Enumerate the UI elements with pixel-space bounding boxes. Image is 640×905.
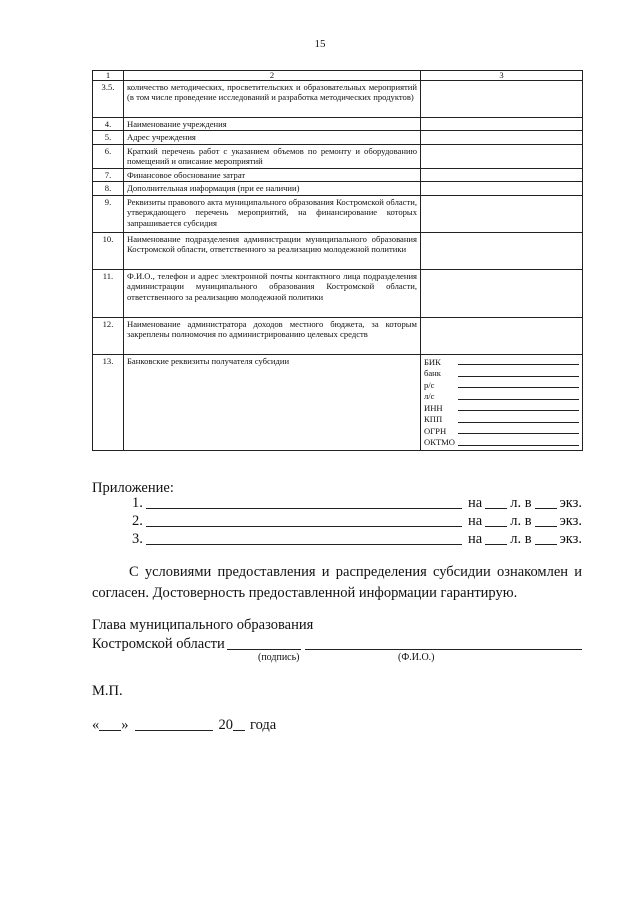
appendix-sheets-field[interactable] (485, 544, 507, 545)
appendix-item-number: 2. (132, 513, 143, 529)
row-description: Наименование администратора доходов местного бюджета, за которым закреплены полномочия по администрированию целевых средств (124, 317, 421, 354)
appendix-item-1 (132, 494, 582, 512)
full-name-field[interactable] (305, 649, 582, 650)
row-value-cell[interactable] (421, 118, 583, 131)
appendix-on-label: на (468, 495, 483, 511)
bank-field-rs (424, 379, 579, 391)
bank-field-bank (424, 367, 579, 379)
bank-field-input[interactable] (458, 422, 579, 423)
appendix-copies-label: экз. (559, 531, 582, 547)
bank-field-label: ОГРН (424, 425, 447, 436)
row-description: Реквизиты правового акта муниципального образования Костромской области, утверждающего перечень мероприятий, на финансирование которых запрашивается субсидия (124, 195, 421, 232)
row-value-cell[interactable] (421, 131, 583, 144)
signature-caption: (подпись) (258, 652, 300, 663)
row-description: Финансовое обоснование затрат (124, 168, 421, 181)
full-name-caption: (Ф.И.О.) (398, 652, 435, 663)
bank-field-label: р/с (424, 379, 435, 390)
appendix-sheets-field[interactable] (485, 526, 507, 527)
appendix-item-number: 3. (132, 531, 143, 547)
bank-field-label: банк (424, 368, 441, 379)
row-value-cell[interactable] (421, 317, 583, 354)
appendix-sheets-label: л. в (510, 513, 532, 529)
header-col-3: 3 (421, 71, 583, 81)
table-header-row (93, 71, 583, 81)
signatory-region: Костромской области (92, 636, 225, 652)
row-description: Краткий перечень работ с указанием объемов по ремонту и оборудованию помещений и описание мероприятий (124, 144, 421, 168)
row-number: 10. (93, 232, 124, 269)
bank-field-label: ИНН (424, 402, 443, 413)
agreement-statement: С условиями предоставления и распределения субсидии ознакомлен и согласен. Достоверность предоставленной информации гарантирую. (92, 564, 582, 601)
bank-field-input[interactable] (458, 433, 579, 434)
table-row (93, 182, 583, 195)
header-col-1: 1 (93, 71, 124, 81)
row-number: 7. (93, 168, 124, 181)
signatory-title: Глава муниципального образования (92, 617, 314, 633)
table-row (93, 269, 583, 317)
row-number: 12. (93, 317, 124, 354)
table-row (93, 131, 583, 144)
table-row (93, 317, 583, 354)
year-field[interactable] (233, 730, 245, 731)
appendix-doc-name-field[interactable] (146, 544, 462, 545)
appendix-copies-field[interactable] (535, 508, 557, 509)
row-description: Банковские реквизиты получателя субсидии (124, 354, 421, 450)
table-row (93, 168, 583, 181)
appendix-on-label: на (468, 513, 483, 529)
row-number: 4. (93, 118, 124, 131)
appendix-copies-label: экз. (559, 495, 582, 511)
bank-field-ls (424, 390, 579, 402)
bank-field-oktmo (424, 436, 579, 448)
table-row (93, 354, 583, 450)
row-description: Ф.И.О., телефон и адрес электронной почты контактного лица подразделения администрации муниципального образования Костромской области, ответственного за реализацию молодежной политики (124, 269, 421, 317)
appendix-sheets-label: л. в (510, 495, 532, 511)
row-description: количество методических, просветительских и образовательных мероприятий (в том числе проведение исследований и разработка методических продуктов) (124, 81, 421, 118)
date-close-quote: » (121, 717, 129, 733)
row-value-cell[interactable] (421, 232, 583, 269)
appendix-sheets-field[interactable] (485, 508, 507, 509)
row-number: 13. (93, 354, 124, 450)
day-field[interactable] (99, 730, 121, 731)
row-number: 8. (93, 182, 124, 195)
appendix-sheets-label: л. в (510, 531, 532, 547)
appendix-doc-name-field[interactable] (146, 526, 462, 527)
row-value-cell[interactable] (421, 144, 583, 168)
row-value-cell[interactable] (421, 81, 583, 118)
row-number: 9. (93, 195, 124, 232)
stamp-placeholder: М.П. (92, 683, 123, 699)
bank-field-input[interactable] (458, 364, 579, 365)
signature-line (92, 635, 582, 653)
bank-field-input[interactable] (458, 387, 579, 388)
row-number: 5. (93, 131, 124, 144)
bank-field-inn (424, 402, 579, 414)
date-open-quote: « (92, 717, 100, 733)
appendix-on-label: на (468, 531, 483, 547)
row-value-cell[interactable] (421, 269, 583, 317)
page-number: 15 (314, 38, 326, 50)
row-number: 3.5. (93, 81, 124, 118)
bank-field-input[interactable] (458, 376, 579, 377)
row-number: 6. (93, 144, 124, 168)
year-suffix: года (250, 717, 277, 733)
appendix-item-2 (132, 512, 582, 530)
bank-field-kpp (424, 413, 579, 425)
row-value-cell[interactable] (421, 168, 583, 181)
table-row (93, 195, 583, 232)
row-description: Дополнительная информация (при ее наличии) (124, 182, 421, 195)
year-prefix: 20 (218, 717, 233, 733)
bank-field-label: ОКТМО (424, 437, 455, 448)
row-value-cell[interactable] (421, 195, 583, 232)
table-row (93, 232, 583, 269)
row-value-cell[interactable] (421, 182, 583, 195)
row-description: Наименование подразделения администрации муниципального образования Костромской области, ответственного за реализацию молодежной политики (124, 232, 421, 269)
appendix-item-number: 1. (132, 495, 143, 511)
appendix-copies-field[interactable] (535, 526, 557, 527)
table-row (93, 118, 583, 131)
row-number: 11. (93, 269, 124, 317)
signature-field[interactable] (227, 649, 301, 650)
bank-field-input[interactable] (458, 410, 579, 411)
info-table (92, 70, 583, 451)
row-description: Адрес учреждения (124, 131, 421, 144)
bank-field-ogrn (424, 425, 579, 437)
bank-field-input[interactable] (458, 399, 579, 400)
bank-field-label: БИК (424, 356, 441, 367)
header-col-2: 2 (124, 71, 421, 81)
bank-field-input[interactable] (458, 445, 579, 446)
appendix-copies-label: экз. (559, 513, 582, 529)
row-description: Наименование учреждения (124, 118, 421, 131)
bank-field-bik (424, 356, 579, 368)
appendix-copies-field[interactable] (535, 544, 557, 545)
table-row (93, 81, 583, 118)
date-line (92, 716, 276, 734)
appendix-doc-name-field[interactable] (146, 508, 462, 509)
bank-field-label: л/с (424, 391, 435, 402)
bank-field-label: КПП (424, 414, 443, 425)
table-row (93, 144, 583, 168)
appendix-item-3 (132, 530, 582, 548)
month-field[interactable] (135, 730, 213, 731)
appendix-title: Приложение: (92, 480, 174, 496)
bank-details-cell (421, 354, 583, 450)
